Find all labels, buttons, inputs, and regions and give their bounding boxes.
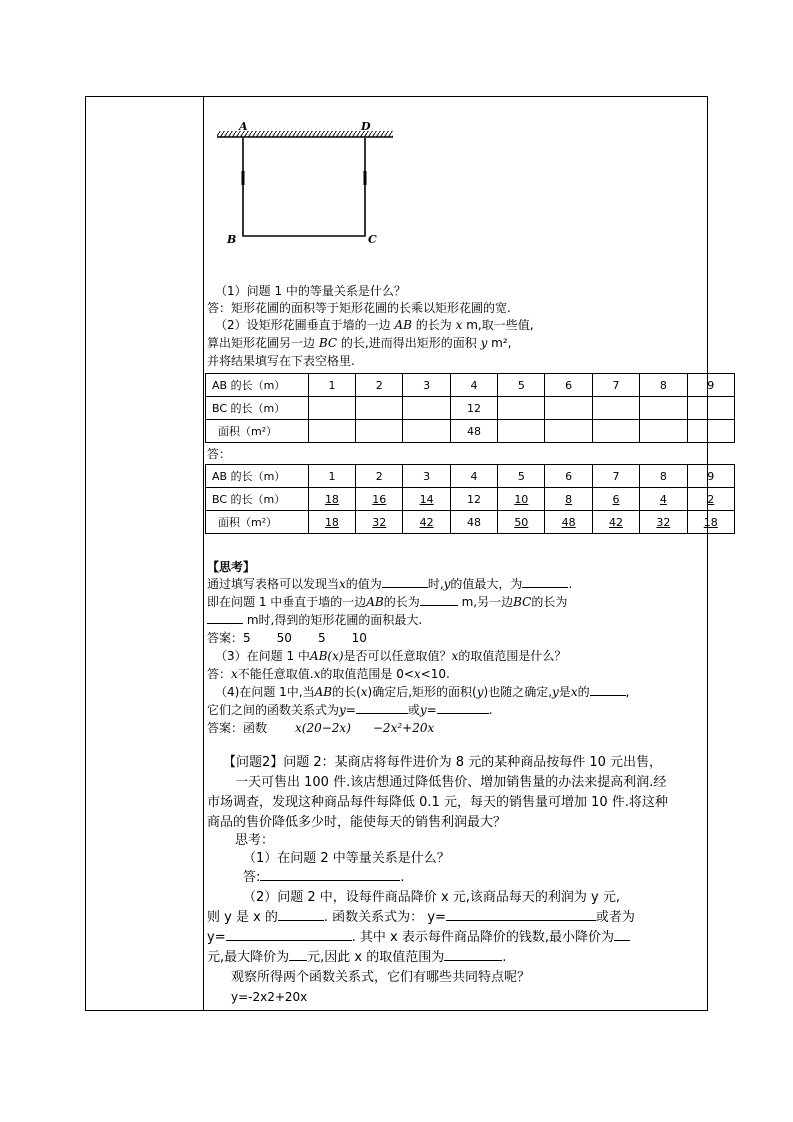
table-filled: [205, 464, 735, 534]
row-label-area: 面积（m²）: [206, 511, 309, 534]
table-row: [206, 465, 735, 488]
q3-line1: （3）在问题 1 中AB(x)是否可以任意取值？x的取值范围是什么？: [215, 649, 567, 663]
table-cell: [403, 397, 450, 420]
table-cell: 18: [308, 511, 355, 534]
fence-outline: [243, 138, 365, 236]
q4-answer: 答案：函数 x(20−2x) −2x²+20x: [207, 721, 435, 735]
table-cell: 4: [450, 374, 497, 397]
label-c: C: [368, 233, 377, 246]
table-cell: 32: [356, 511, 403, 534]
table-cell: 6: [545, 374, 592, 397]
answer-label: 答：: [207, 447, 232, 461]
table-empty: [205, 373, 735, 443]
table-cell: 7: [592, 465, 639, 488]
table-cell: 8: [640, 465, 687, 488]
table-cell: 5: [498, 374, 545, 397]
problem2-sub2-line2: 则 y 是 x 的 . 函数关系式为： y= 或者为: [207, 910, 635, 925]
table-cell: [687, 420, 734, 443]
think-answer: 答案：5 50 5 10: [207, 631, 367, 645]
content-column: [205, 97, 718, 1010]
table-row: [206, 397, 735, 420]
table-cell: [308, 420, 355, 443]
table-cell: 12: [450, 397, 497, 420]
table-cell: 48: [545, 511, 592, 534]
table-cell: [403, 420, 450, 443]
table-cell: 7: [592, 374, 639, 397]
table-cell: [640, 420, 687, 443]
table-cell: 42: [592, 511, 639, 534]
table-cell: [640, 397, 687, 420]
problem2-line4: 商品的售价降低多少时，能使每天的销售利润最大？: [207, 815, 507, 830]
table-cell: [592, 397, 639, 420]
table-row: [206, 420, 735, 443]
row-label-ab: AB 的长（m）: [206, 465, 309, 488]
problem2-sub1: （1）在问题 2 中等量关系是什么？: [243, 851, 450, 866]
table-cell: 1: [308, 374, 355, 397]
table-cell: 9: [687, 465, 734, 488]
label-b: B: [227, 233, 237, 246]
table-cell: 14: [403, 488, 450, 511]
table-cell: 6: [545, 465, 592, 488]
table-cell: 5: [498, 465, 545, 488]
table-cell: 18: [687, 511, 734, 534]
table-cell: [592, 420, 639, 443]
table-cell: [356, 397, 403, 420]
table-cell: 2: [356, 465, 403, 488]
table-cell: 8: [545, 488, 592, 511]
think-line1: 通过填写表格可以发现当x的值为 时,y的值最大，为 .: [207, 577, 573, 591]
table-cell: [687, 397, 734, 420]
q1-question: （1）问题 1 中的等量关系是什么？: [215, 284, 406, 298]
table-cell: 6: [592, 488, 639, 511]
table-cell: 4: [450, 465, 497, 488]
label-d: D: [361, 120, 371, 133]
table-cell: 2: [356, 374, 403, 397]
q4-line2: 它们之间的函数关系式为y= 或y= .: [207, 703, 493, 717]
table-cell: 9: [687, 374, 734, 397]
row-label-area: 面积（m²）: [206, 420, 309, 443]
problem2-sub2-line1: （2）问题 2 中，设每件商品降价 x 元,该商品每天的利润为 y 元,: [243, 890, 620, 905]
table-cell: [498, 397, 545, 420]
problem2-line3: 市场调查，发现这种商品每件每降低 0.1 元，每天的销售量可增加 10 件.将这种: [207, 795, 668, 810]
q4-line1: （4)在问题 1中,当AB的长(x)确定后,矩形的面积(y)也随之确定,y是x的 ,: [215, 685, 630, 699]
table-cell: [545, 420, 592, 443]
table-cell: 42: [403, 511, 450, 534]
column-divider: [203, 97, 204, 1010]
table-cell: [308, 397, 355, 420]
q1-answer: 答：矩形花圃的面积等于矩形花圃的长乘以矩形花圃的宽.: [207, 301, 511, 315]
think-heading: 【思考】: [207, 560, 256, 574]
think-line2: 即在问题 1 中垂直于墙的一边AB的长为 m,另一边BC的长为: [207, 595, 568, 609]
table-row: [206, 488, 735, 511]
rectangle-garden-diagram: [215, 121, 395, 251]
problem2-observe: 观察所得两个函数关系式，它们有哪些共同特点呢？: [231, 970, 531, 985]
table-cell: 50: [498, 511, 545, 534]
table-cell: 4: [640, 488, 687, 511]
problem2-line2: 一天可售出 100 件.该店想通过降低售价、增加销售量的办法来提高利润.经: [235, 775, 667, 790]
row-label-ab: AB 的长（m）: [206, 374, 309, 397]
table-cell: 8: [640, 374, 687, 397]
table-cell: 12: [450, 488, 497, 511]
table-row: [206, 511, 735, 534]
table-row: [206, 374, 735, 397]
problem2-sub2-line4: 元,最大降价为 元,因此 x 的取值范围为 .: [207, 950, 507, 965]
q3-line2: 答：x不能任意取值.x的取值范围是 0<x<10.: [207, 667, 450, 681]
table-cell: 2: [687, 488, 734, 511]
q2-line1: （2）设矩形花圃垂直于墙的一边 AB 的长为 x m,取一些值,: [215, 318, 534, 332]
problem2-think: 思考：: [235, 833, 275, 848]
think-line3: m时,得到的矩形花圃的面积最大.: [207, 612, 422, 628]
problem2-sub2-line3: y= . 其中 x 表示每件商品降价的钱数,最小降价为: [207, 929, 630, 947]
table-cell: 16: [356, 488, 403, 511]
row-label-bc: BC 的长（m）: [206, 488, 309, 511]
table-cell: 48: [450, 511, 497, 534]
problem2-sub1-answer: 答: .: [243, 870, 405, 885]
table-cell: 1: [308, 465, 355, 488]
table-cell: 18: [308, 488, 355, 511]
table-cell: [356, 420, 403, 443]
table-cell: 3: [403, 374, 450, 397]
q2-line3: 并将结果填写在下表空格里.: [207, 354, 355, 368]
table-cell: 48: [450, 420, 497, 443]
table-cell: 10: [498, 488, 545, 511]
row-label-bc: BC 的长（m）: [206, 397, 309, 420]
problem2-line1: 【问题2】问题 2：某商店将每件进价为 8 元的某种商品按每件 10 元出售，: [223, 755, 663, 770]
table-cell: 3: [403, 465, 450, 488]
table-cell: [498, 420, 545, 443]
table-cell: 32: [640, 511, 687, 534]
problem2-formula: y=-2x2+20x: [231, 990, 308, 1004]
label-a: A: [239, 120, 248, 133]
document-frame: [85, 96, 718, 1011]
q2-line2: 算出矩形花圃另一边 BC 的长,进而得出矩形的面积 y m²,: [207, 336, 512, 350]
table-cell: [545, 397, 592, 420]
